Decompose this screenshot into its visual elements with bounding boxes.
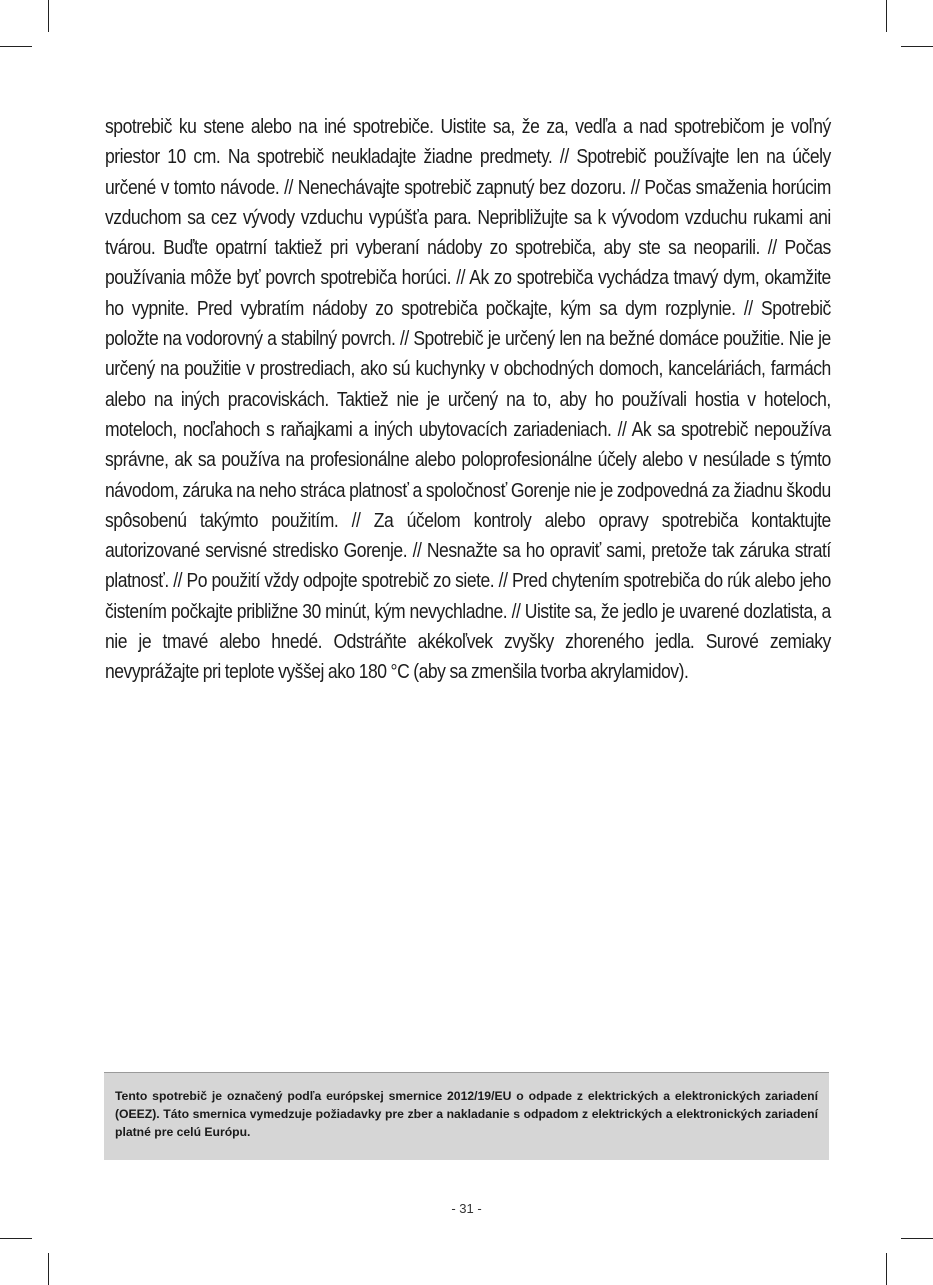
weee-notice-box — [104, 1072, 829, 1160]
weee-notice-text: Tento spotrebič je označený podľa európskej smernice 2012/19/EU o odpade z elektrických a elektronických zariadení (OEEZ). Táto smernica vymedzuje požiadavky pre zber a nakladanie s odpadom z elektrických a elektronických zariadení platné pre celú Európu. — [115, 1089, 818, 1139]
page-number: - 31 - — [451, 1201, 482, 1216]
crop-mark-top-right-vertical — [886, 0, 887, 32]
crop-mark-bottom-right-vertical — [886, 1253, 887, 1285]
crop-mark-top-left-horizontal — [0, 46, 32, 47]
crop-mark-top-right-horizontal — [901, 46, 933, 47]
crop-mark-top-left-vertical — [48, 0, 49, 32]
crop-mark-bottom-left-vertical — [48, 1253, 49, 1285]
crop-mark-bottom-right-horizontal — [901, 1238, 933, 1239]
safety-instructions-paragraph: spotrebič ku stene alebo na iné spotrebiče. Uistite sa, že za, vedľa a nad spotrebičom je voľný priestor 10 cm. Na spotrebič neukladajte žiadne predmety. // Spotrebič používajte len na účely určené v tomto návode. // Nenechávajte spotrebič zapnutý bez dozoru. // Počas smaženia horúcim vzduchom sa cez vývody vzduchu vypúšťa para. Nepribližujte sa k vývodom vzduchu rukami ani tvárou. Buďte opatrní taktiež pri vyberaní nádoby zo spotrebiča, aby ste sa neoparili. // Počas používania môže byť povrch spotrebiča horúci. // Ak zo spotrebiča vychádza tmavý dym, okamžite ho vypnite. Pred vybratím nádoby zo spotrebiča počkajte, kým sa dym rozplynie. // Spotrebič položte na vodorovný a stabilný povrch. // Spotrebič je určený len na bežné domáce použitie. Nie je určený na použitie v prostrediach, ako sú kuchynky v obchodných domoch, kanceláriách, farmách alebo na iných pracoviskách. Taktiež nie je určený na to, aby ho používali hostia v hoteloch, moteloch, nocľahoch s raňajkami a iných ubytovacích zariadeniach. // Ak sa spotrebič nepoužíva správne, ak sa používa na profesionálne alebo poloprofesionálne účely alebo v nesúlade s týmto návodom, záruka na neho stráca platnosť a spoločnosť Gorenje nie je zodpovedná za žiadnu škodu spôsobenú takýmto použitím. // Za účelom kontroly alebo opravy spotrebiča kontaktujte autorizované servisné stredisko Gorenje. // Nesnažte sa ho opraviť sami, pretože tak záruka stratí platnosť. // Po použití vždy odpojte spotrebič zo siete. // Pred chytením spotrebiča do rúk alebo jeho čistením počkajte približne 30 minút, kým nevychladne. // Uistite sa, že jedlo je uvarené dozlatista, a nie je tmavé alebo hnedé. Odstráňte akékoľvek zvyšky zhoreného jedla. Surové zemiaky nevyprážajte pri teplote vyššej ako 180 °C (aby sa zmenšila tvorba akrylamidov). — [105, 116, 831, 684]
crop-mark-bottom-left-horizontal — [0, 1238, 32, 1239]
